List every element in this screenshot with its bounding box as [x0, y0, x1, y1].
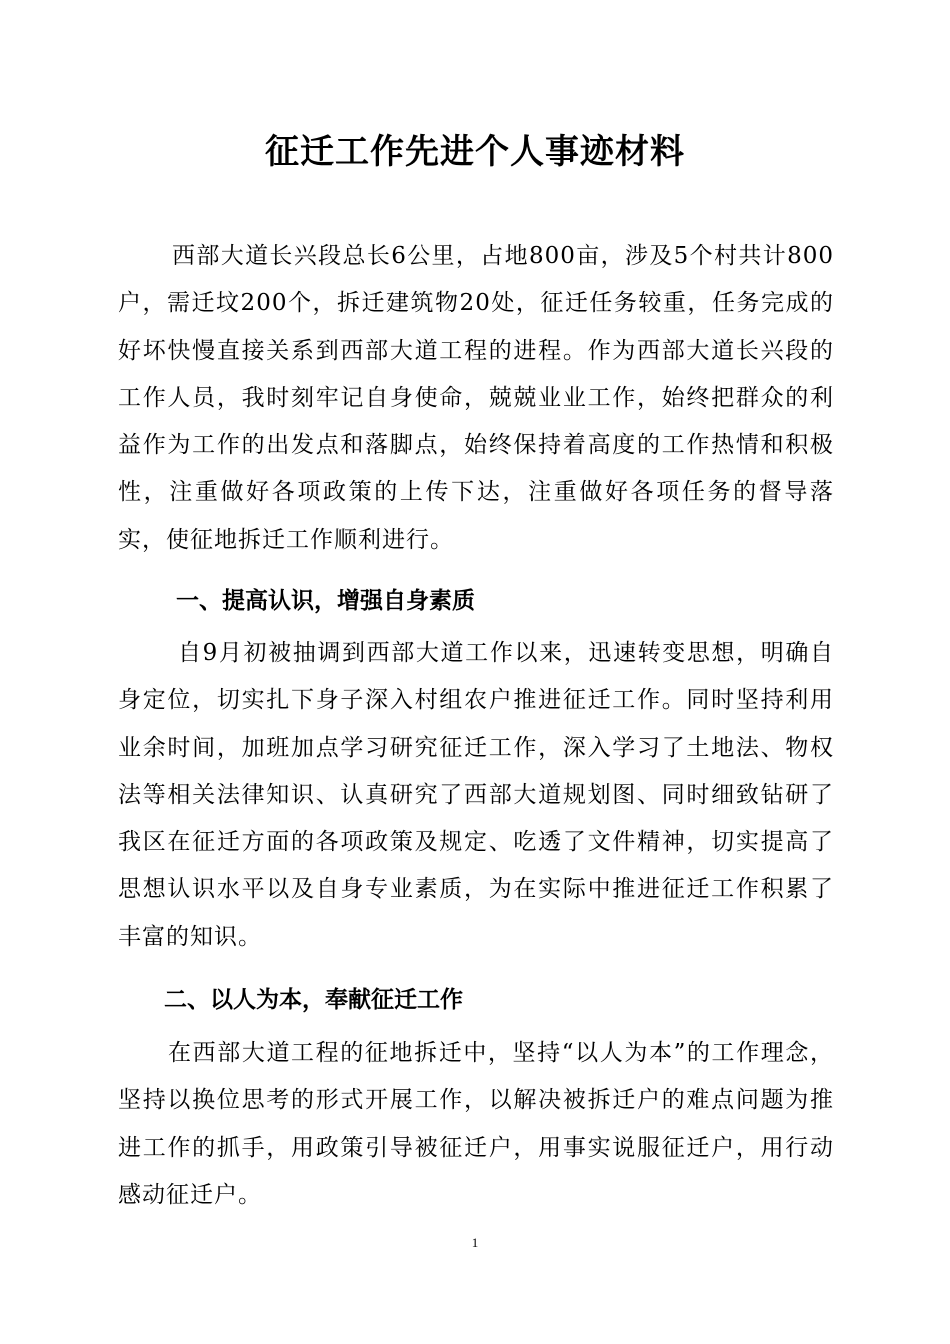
- document-title: 征迁工作先进个人事迹材料: [265, 132, 685, 172]
- paragraph-intro: 西部大道长兴段总长6公里，占地800亩，涉及5个村共计800户，需迁坟200个，拆迁建筑物20处，征迁任务较重，任务完成的好坏快慢直接关系到西部大道工程的进程。作为西部大道长兴段的工作人员，我时刻牢记自身使命，兢兢业业工作，始终把群众的利益作为工作的出发点和落脚点，始终保持着高度的工作热情和积极性，注重做好各项政策的上传下达，注重做好各项任务的督导落实，使征地拆迁工作顺利进行。: [118, 243, 834, 553]
- section-heading-2: 二、以人为本，奉献征迁工作: [164, 987, 463, 1013]
- page-number: 1: [471, 1235, 479, 1250]
- paragraph-section-2: 在西部大道工程的征地拆迁中，坚持“以人为本”的工作理念，坚持以换位思考的形式开展工作，以解决被拆迁户的难点问题为推进工作的抓手，用政策引导被征迁户，用事实说服征迁户，用行动感动征迁户。: [118, 1040, 834, 1208]
- paragraph-section-1: 自9月初被抽调到西部大道工作以来，迅速转变思想，明确自身定位，切实扎下身子深入村组农户推进征迁工作。同时坚持利用业余时间，加班加点学习研究征迁工作，深入学习了土地法、物权法等相关法律知识、认真研究了西部大道规划图、同时细致钻研了我区在征迁方面的各项政策及规定、吃透了文件精神，切实提高了思想认识水平以及自身专业素质，为在实际中推进征迁工作积累了丰富的知识。: [118, 640, 834, 950]
- section-heading-1: 一、提高认识，增强自身素质: [176, 588, 475, 614]
